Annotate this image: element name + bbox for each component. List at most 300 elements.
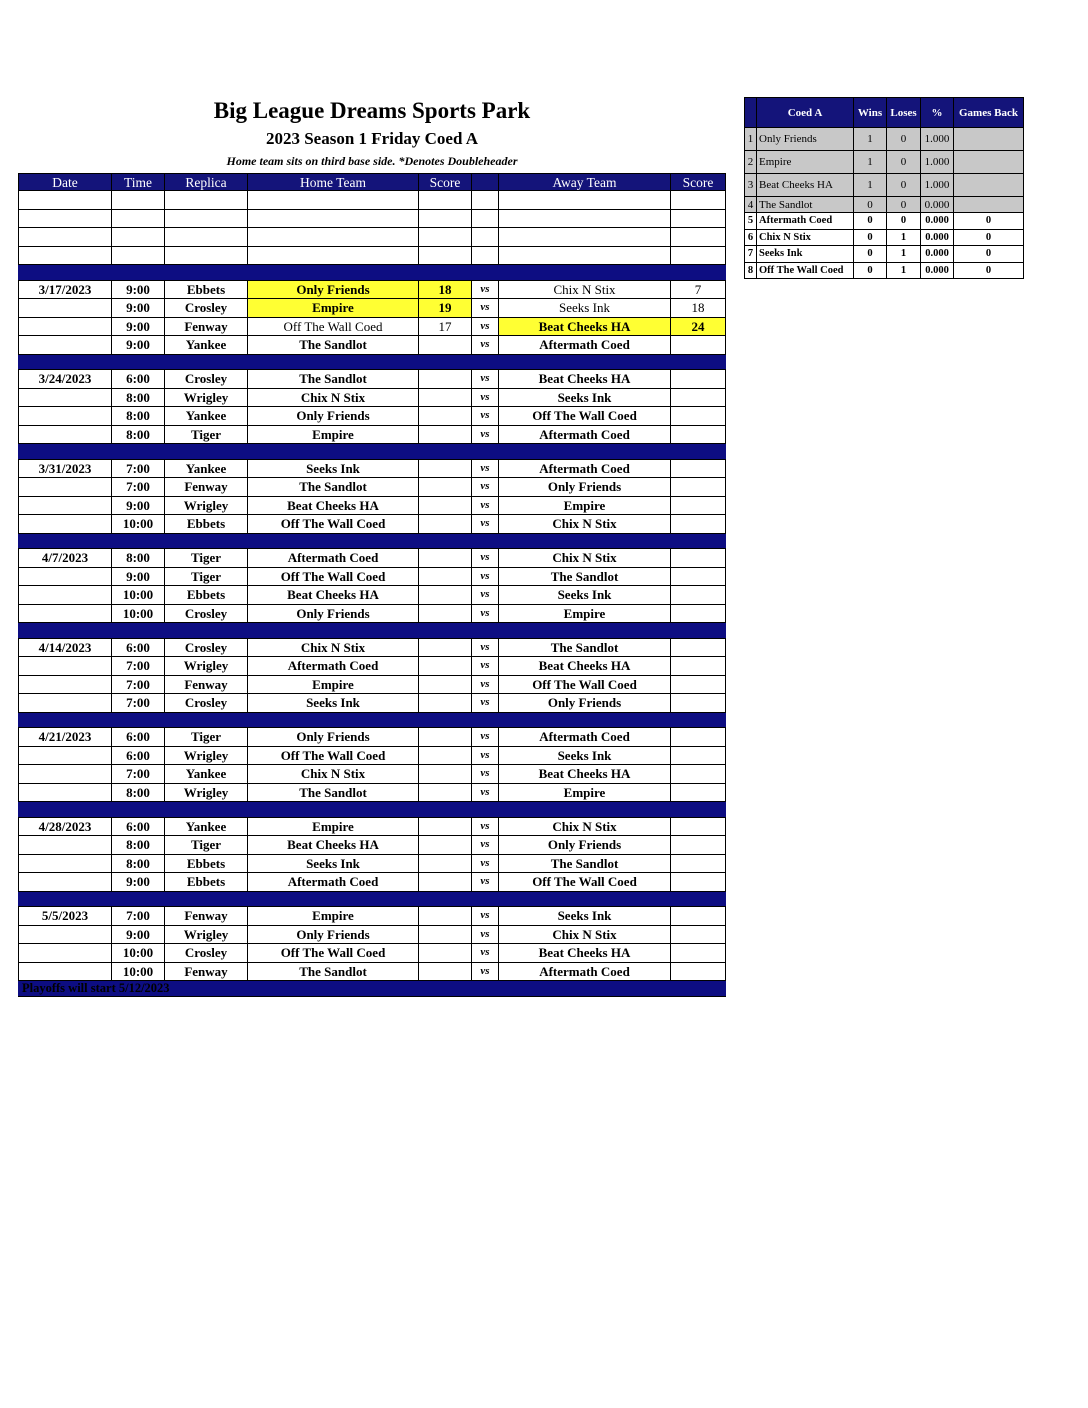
schedule-table <box>18 173 726 997</box>
standings-loses: 1 <box>887 229 921 246</box>
game-time: 7:00 <box>112 694 165 713</box>
week-separator <box>19 623 726 639</box>
game-date <box>19 478 112 497</box>
away-team: Only Friends <box>499 478 671 497</box>
empty-cell <box>112 191 165 210</box>
empty-cell <box>499 623 671 639</box>
game-field: Crosley <box>165 944 248 963</box>
home-team: The Sandlot <box>248 783 419 802</box>
game-date <box>19 567 112 586</box>
game-time: 6:00 <box>112 746 165 765</box>
game-row <box>19 854 726 873</box>
home-score <box>419 675 472 694</box>
home-score <box>419 425 472 444</box>
empty-cell <box>419 891 472 907</box>
vs-label: vs <box>472 962 499 981</box>
vs-label: vs <box>472 765 499 784</box>
vs-label: vs <box>472 944 499 963</box>
blank-row <box>19 228 726 247</box>
away-score <box>671 425 726 444</box>
home-team: Seeks Ink <box>248 854 419 873</box>
game-row <box>19 586 726 605</box>
standings-loses: 0 <box>887 151 921 174</box>
away-score <box>671 746 726 765</box>
vs-label: vs <box>472 925 499 944</box>
vs-label: vs <box>472 675 499 694</box>
game-field: Yankee <box>165 817 248 836</box>
away-team: Off The Wall Coed <box>499 873 671 892</box>
vs-label: vs <box>472 407 499 426</box>
home-score <box>419 962 472 981</box>
schedule-body <box>19 191 726 997</box>
game-time: 8:00 <box>112 388 165 407</box>
standings-rank: 4 <box>745 197 757 213</box>
standings-games-back: 0 <box>954 262 1024 279</box>
standings-row <box>745 262 1024 279</box>
empty-cell <box>472 533 499 549</box>
standings-loses: 0 <box>887 213 921 230</box>
home-team: Beat Cheeks HA <box>248 586 419 605</box>
home-team: Only Friends <box>248 407 419 426</box>
home-score: 19 <box>419 299 472 318</box>
standings-team: Off The Wall Coed <box>757 262 854 279</box>
game-date <box>19 962 112 981</box>
empty-cell <box>472 891 499 907</box>
empty-cell <box>499 354 671 370</box>
game-field: Fenway <box>165 962 248 981</box>
home-score <box>419 370 472 389</box>
game-row <box>19 675 726 694</box>
game-field: Fenway <box>165 478 248 497</box>
week-separator <box>19 891 726 907</box>
empty-cell <box>248 891 419 907</box>
game-field: Tiger <box>165 728 248 747</box>
away-team: Seeks Ink <box>499 907 671 926</box>
vs-label: vs <box>472 873 499 892</box>
away-team: Aftermath Coed <box>499 728 671 747</box>
empty-cell <box>671 712 726 728</box>
game-field: Ebbets <box>165 280 248 299</box>
standings-col-loses: Loses <box>887 98 921 128</box>
empty-cell <box>499 228 671 247</box>
empty-cell <box>499 891 671 907</box>
home-score <box>419 496 472 515</box>
standings-games-back: 0 <box>954 246 1024 263</box>
home-team: Off The Wall Coed <box>248 746 419 765</box>
empty-cell <box>419 354 472 370</box>
empty-cell <box>499 533 671 549</box>
home-team: Only Friends <box>248 925 419 944</box>
standings-row <box>745 174 1024 197</box>
away-score <box>671 817 726 836</box>
away-score <box>671 836 726 855</box>
standings-col-wins: Wins <box>854 98 887 128</box>
away-team: The Sandlot <box>499 638 671 657</box>
empty-cell <box>499 191 671 210</box>
empty-cell <box>671 265 726 281</box>
empty-cell <box>248 246 419 265</box>
game-row <box>19 907 726 926</box>
standings-row <box>745 151 1024 174</box>
empty-cell <box>671 246 726 265</box>
empty-cell <box>499 265 671 281</box>
standings-wins: 1 <box>854 151 887 174</box>
home-team: Chix N Stix <box>248 765 419 784</box>
empty-cell <box>472 246 499 265</box>
standings-team: Chix N Stix <box>757 229 854 246</box>
game-date <box>19 515 112 534</box>
home-score <box>419 873 472 892</box>
game-time: 9:00 <box>112 873 165 892</box>
away-team: Only Friends <box>499 836 671 855</box>
game-row <box>19 459 726 478</box>
standings-pct: 0.000 <box>921 262 954 279</box>
home-score <box>419 586 472 605</box>
empty-cell <box>19 533 112 549</box>
game-row <box>19 407 726 426</box>
game-row <box>19 317 726 336</box>
standings-loses: 0 <box>887 174 921 197</box>
empty-cell <box>419 246 472 265</box>
vs-label: vs <box>472 567 499 586</box>
game-time: 7:00 <box>112 675 165 694</box>
game-field: Yankee <box>165 336 248 355</box>
home-team: Only Friends <box>248 728 419 747</box>
empty-cell <box>248 981 419 997</box>
game-field: Crosley <box>165 370 248 389</box>
empty-cell <box>671 981 726 997</box>
game-time: 7:00 <box>112 907 165 926</box>
game-row <box>19 873 726 892</box>
game-time: 6:00 <box>112 817 165 836</box>
game-row <box>19 425 726 444</box>
game-time: 8:00 <box>112 836 165 855</box>
game-row <box>19 746 726 765</box>
game-time: 7:00 <box>112 657 165 676</box>
standings-games-back <box>954 151 1024 174</box>
empty-cell <box>472 712 499 728</box>
game-field: Crosley <box>165 604 248 623</box>
home-score <box>419 336 472 355</box>
game-row <box>19 388 726 407</box>
standings-team: The Sandlot <box>757 197 854 213</box>
away-score <box>671 515 726 534</box>
game-row <box>19 567 726 586</box>
away-score: 24 <box>671 317 726 336</box>
empty-cell <box>248 265 419 281</box>
empty-cell <box>165 209 248 228</box>
week-separator <box>19 533 726 549</box>
blank-row <box>19 246 726 265</box>
standings-games-back <box>954 174 1024 197</box>
away-score <box>671 370 726 389</box>
home-team: Empire <box>248 907 419 926</box>
home-score <box>419 567 472 586</box>
away-score <box>671 459 726 478</box>
game-field: Fenway <box>165 317 248 336</box>
away-team: Beat Cheeks HA <box>499 370 671 389</box>
home-score <box>419 907 472 926</box>
game-date: 5/5/2023 <box>19 907 112 926</box>
away-team: Off The Wall Coed <box>499 675 671 694</box>
game-date <box>19 496 112 515</box>
season-subtitle: 2023 Season 1 Friday Coed A <box>265 129 479 148</box>
vs-label: vs <box>472 657 499 676</box>
game-date: 3/17/2023 <box>19 280 112 299</box>
empty-cell <box>165 981 248 997</box>
home-team: Aftermath Coed <box>248 657 419 676</box>
game-time: 8:00 <box>112 549 165 568</box>
away-score <box>671 496 726 515</box>
empty-cell <box>671 191 726 210</box>
empty-cell <box>112 246 165 265</box>
home-score <box>419 549 472 568</box>
empty-cell <box>248 444 419 460</box>
vs-label: vs <box>472 638 499 657</box>
away-team: Beat Cheeks HA <box>499 317 671 336</box>
vs-label: vs <box>472 459 499 478</box>
empty-cell <box>248 533 419 549</box>
away-team: Aftermath Coed <box>499 425 671 444</box>
standings-pct: 0.000 <box>921 246 954 263</box>
empty-cell <box>499 802 671 818</box>
game-field: Tiger <box>165 836 248 855</box>
game-time: 10:00 <box>112 586 165 605</box>
empty-cell <box>419 623 472 639</box>
standings-loses: 1 <box>887 262 921 279</box>
empty-cell <box>165 191 248 210</box>
home-team: Beat Cheeks HA <box>248 836 419 855</box>
standings-rank: 7 <box>745 246 757 263</box>
game-field: Crosley <box>165 694 248 713</box>
standings-col-team: Coed A <box>757 98 854 128</box>
empty-cell <box>112 623 165 639</box>
game-time: 10:00 <box>112 962 165 981</box>
game-row <box>19 962 726 981</box>
blank-row <box>19 191 726 210</box>
empty-cell <box>19 354 112 370</box>
standings-games-back: 0 <box>954 213 1024 230</box>
empty-cell <box>248 228 419 247</box>
game-row <box>19 944 726 963</box>
empty-cell <box>112 712 165 728</box>
away-score <box>671 944 726 963</box>
home-score: 18 <box>419 280 472 299</box>
empty-cell <box>112 891 165 907</box>
standings-wins: 1 <box>854 128 887 151</box>
vs-label: vs <box>472 515 499 534</box>
game-field: Tiger <box>165 425 248 444</box>
game-row <box>19 638 726 657</box>
game-date <box>19 407 112 426</box>
home-team: Seeks Ink <box>248 694 419 713</box>
game-time: 9:00 <box>112 925 165 944</box>
home-team: Empire <box>248 425 419 444</box>
blank-row <box>19 209 726 228</box>
vs-label: vs <box>472 478 499 497</box>
standings-col-games-back: Games Back <box>954 98 1024 128</box>
away-team: Beat Cheeks HA <box>499 657 671 676</box>
home-score <box>419 604 472 623</box>
away-score <box>671 925 726 944</box>
game-time: 9:00 <box>112 280 165 299</box>
standings-games-back <box>954 197 1024 213</box>
home-team: Chix N Stix <box>248 388 419 407</box>
standings-team: Only Friends <box>757 128 854 151</box>
game-row <box>19 817 726 836</box>
away-team: Seeks Ink <box>499 388 671 407</box>
game-date: 4/21/2023 <box>19 728 112 747</box>
empty-cell <box>19 209 112 228</box>
vs-label: vs <box>472 299 499 318</box>
home-score <box>419 746 472 765</box>
game-field: Yankee <box>165 765 248 784</box>
empty-cell <box>19 802 112 818</box>
col-time: Time <box>112 174 165 191</box>
empty-cell <box>499 444 671 460</box>
home-score <box>419 657 472 676</box>
empty-cell <box>165 444 248 460</box>
away-score <box>671 586 726 605</box>
standings-wins: 0 <box>854 229 887 246</box>
away-team: Beat Cheeks HA <box>499 765 671 784</box>
home-team: Aftermath Coed <box>248 873 419 892</box>
home-score: 17 <box>419 317 472 336</box>
away-team: Seeks Ink <box>499 746 671 765</box>
game-field: Tiger <box>165 549 248 568</box>
col-replica: Replica <box>165 174 248 191</box>
vs-label: vs <box>472 836 499 855</box>
empty-cell <box>112 265 165 281</box>
game-row <box>19 728 726 747</box>
home-score <box>419 765 472 784</box>
empty-cell <box>671 891 726 907</box>
empty-cell <box>499 712 671 728</box>
empty-cell <box>472 802 499 818</box>
standings-pct: 0.000 <box>921 213 954 230</box>
empty-cell <box>499 209 671 228</box>
standings-table <box>744 97 1024 279</box>
empty-cell <box>165 891 248 907</box>
game-date <box>19 854 112 873</box>
home-score <box>419 728 472 747</box>
standings-rank: 3 <box>745 174 757 197</box>
game-date <box>19 299 112 318</box>
away-team: Chix N Stix <box>499 549 671 568</box>
away-team: The Sandlot <box>499 854 671 873</box>
home-team: Empire <box>248 299 419 318</box>
game-time: 10:00 <box>112 944 165 963</box>
empty-cell <box>112 802 165 818</box>
game-time: 7:00 <box>112 478 165 497</box>
empty-cell <box>671 444 726 460</box>
empty-cell <box>419 265 472 281</box>
standings-col-rank <box>745 98 757 128</box>
away-score <box>671 728 726 747</box>
home-score <box>419 694 472 713</box>
standings-body <box>745 128 1024 279</box>
game-time: 9:00 <box>112 496 165 515</box>
home-team: Off The Wall Coed <box>248 515 419 534</box>
empty-cell <box>419 209 472 228</box>
empty-cell <box>472 623 499 639</box>
empty-cell <box>112 209 165 228</box>
game-time: 8:00 <box>112 783 165 802</box>
game-field: Wrigley <box>165 657 248 676</box>
vs-label: vs <box>472 336 499 355</box>
game-date <box>19 586 112 605</box>
standings-team: Empire <box>757 151 854 174</box>
away-score <box>671 907 726 926</box>
away-score <box>671 657 726 676</box>
game-time: 9:00 <box>112 317 165 336</box>
col-home-team: Home Team <box>248 174 419 191</box>
standings-wins: 0 <box>854 213 887 230</box>
away-team: Empire <box>499 783 671 802</box>
game-date <box>19 746 112 765</box>
empty-cell <box>112 228 165 247</box>
empty-cell <box>472 354 499 370</box>
away-team: Only Friends <box>499 694 671 713</box>
away-team: Off The Wall Coed <box>499 407 671 426</box>
game-time: 9:00 <box>112 336 165 355</box>
game-date <box>19 783 112 802</box>
empty-cell <box>671 209 726 228</box>
away-team: Beat Cheeks HA <box>499 944 671 963</box>
home-score <box>419 944 472 963</box>
home-team: Chix N Stix <box>248 638 419 657</box>
home-team: Off The Wall Coed <box>248 317 419 336</box>
home-score <box>419 459 472 478</box>
empty-cell <box>419 533 472 549</box>
away-team: The Sandlot <box>499 567 671 586</box>
game-time: 7:00 <box>112 459 165 478</box>
empty-cell <box>165 228 248 247</box>
standings-games-back: 0 <box>954 229 1024 246</box>
game-date <box>19 873 112 892</box>
game-row <box>19 783 726 802</box>
home-score <box>419 388 472 407</box>
game-time: 9:00 <box>112 299 165 318</box>
empty-cell <box>472 265 499 281</box>
away-score <box>671 765 726 784</box>
empty-cell <box>19 712 112 728</box>
home-score <box>419 925 472 944</box>
game-date <box>19 765 112 784</box>
empty-cell <box>248 209 419 228</box>
standings-row <box>745 128 1024 151</box>
game-date: 4/14/2023 <box>19 638 112 657</box>
empty-cell <box>248 191 419 210</box>
empty-cell <box>671 802 726 818</box>
standings-wins: 1 <box>854 174 887 197</box>
vs-label: vs <box>472 817 499 836</box>
empty-cell <box>248 802 419 818</box>
home-score <box>419 836 472 855</box>
empty-cell <box>671 533 726 549</box>
game-time: 9:00 <box>112 567 165 586</box>
game-time: 10:00 <box>112 515 165 534</box>
vs-label: vs <box>472 854 499 873</box>
away-score <box>671 336 726 355</box>
empty-cell <box>419 444 472 460</box>
game-field: Ebbets <box>165 586 248 605</box>
standings-rank: 6 <box>745 229 757 246</box>
empty-cell <box>165 354 248 370</box>
game-date <box>19 336 112 355</box>
game-field: Ebbets <box>165 515 248 534</box>
game-field: Wrigley <box>165 746 248 765</box>
